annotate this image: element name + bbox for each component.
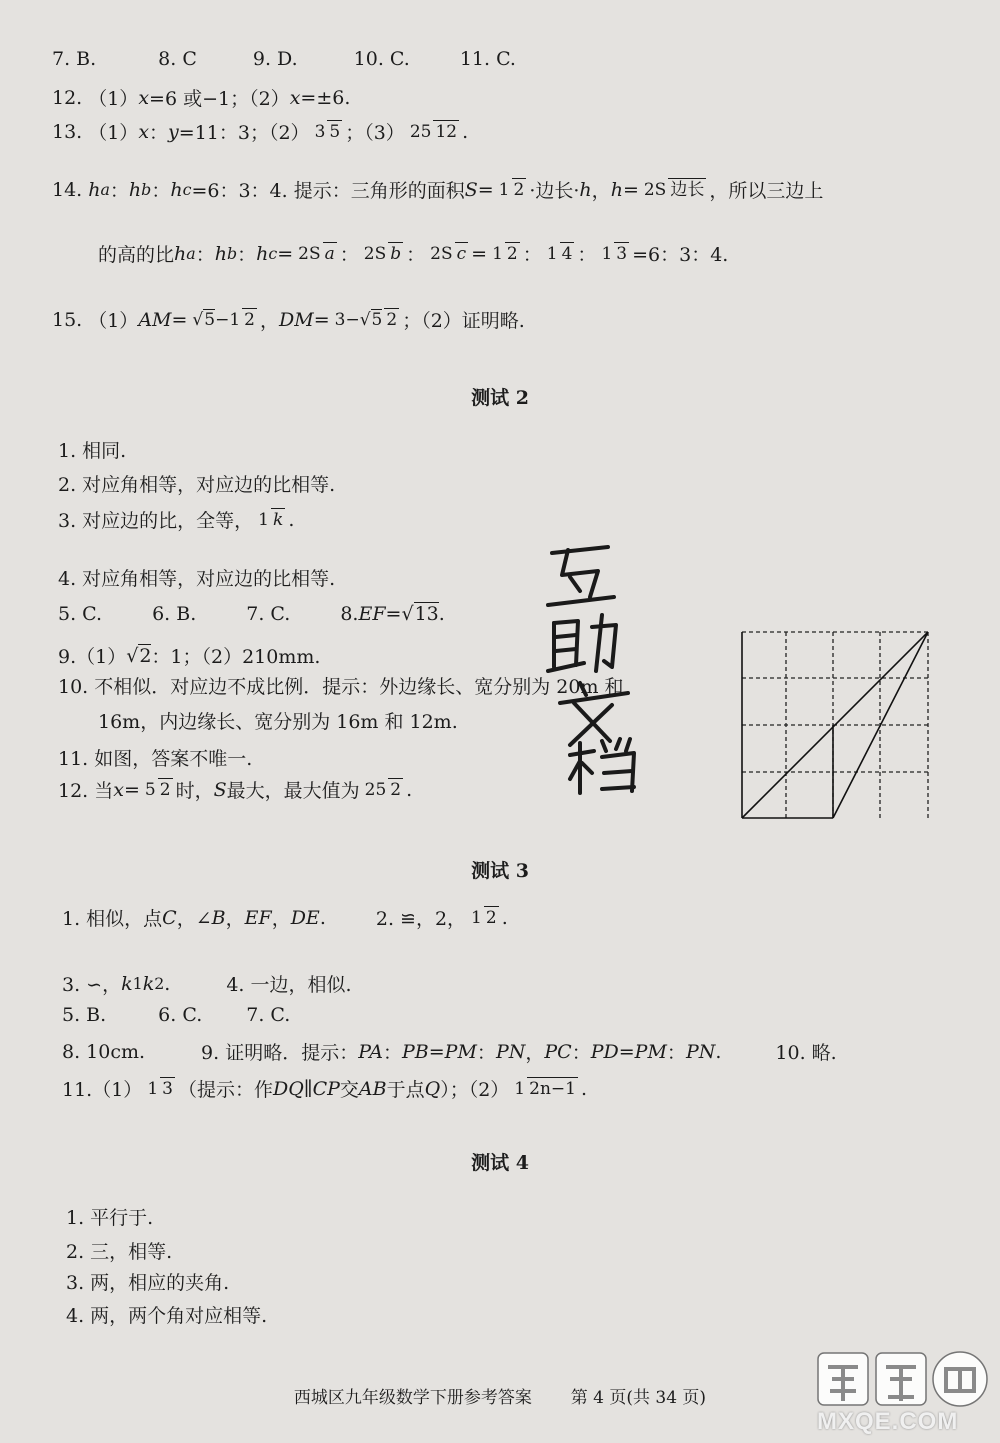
- fraction: 1 k: [258, 509, 284, 530]
- fraction: 2S 边长: [643, 179, 705, 200]
- test4-line-3: 3. 两，相应的夹角.: [66, 1272, 230, 1294]
- test3-line-1-2: 1. 相似，点 C ，∠ B ， EF ， DE . 2. ≌，2， 1 2 .: [62, 906, 508, 930]
- test3-line-8-10: 8. 10cm. 9. 证明略．提示： PA ： PB = PM ： PN ， PC ： PD = PM ： PN . 10. 略.: [62, 1040, 837, 1064]
- fraction: 1 2: [492, 243, 518, 264]
- fraction: 2S a: [298, 243, 335, 264]
- fraction: 1 4: [546, 243, 573, 264]
- answer-line-14: 14. h a ： h b ： h c =6：3：4. 提示：三角形的面积 S = 1 2 ·边长· h ， h = 2S 边长 ，所以三边上: [52, 178, 824, 202]
- fraction: 5 2: [144, 779, 171, 800]
- test2-line-3: 3. 对应边的比，全等， 1 k .: [58, 508, 295, 532]
- test2-line-12: 12. 当 x = 5 2 时， S 最大，最大值为 25 2 .: [58, 778, 413, 802]
- test3-line-11: 11.（1） 1 3 （提示：作 DQ ∥ CP 交 AB 于点 Q ）；（2） 1 2n−1 .: [62, 1077, 587, 1101]
- footer-page-number: 第 4 页(共 34 页): [570, 1388, 707, 1408]
- answer-line-14-cont: 的高的比 h a ： h b ： h c = 2S a ： 2S b ： 2S c = 1 2 ： 1 4 ： 1 3 =6：3：4.: [98, 242, 729, 266]
- test2-line-5-8: 5. C. 6. B. 7. C. 8. EF = √ 13 .: [58, 602, 445, 625]
- answer-line-7-11: 7. B. 8. C 9. D. 10. C. 11. C.: [52, 48, 516, 70]
- answer-line-13: 13. （1） x ： y =11：3；（2） 3 5 ；（3） 25 12 .: [52, 120, 469, 144]
- watermark-url: MXQE.COM: [817, 1408, 959, 1435]
- test2-line-1: 1. 相同.: [58, 440, 127, 462]
- fraction: 1 3: [147, 1078, 173, 1099]
- footer-title: 西城区九年级数学下册参考答案: [293, 1388, 532, 1408]
- test2-line-11: 11. 如图，答案不唯一.: [58, 748, 253, 770]
- test2-line-9: 9.（1） √ 2 ：1；（2）210mm.: [58, 644, 321, 668]
- test3-line-5-7: 5. B. 6. C. 7. C.: [62, 1004, 291, 1026]
- test2-line-10-cont: 16m，内边缘长、宽分别为 16m 和 12m.: [98, 711, 458, 733]
- section-heading-test-2: 测试 2: [471, 387, 529, 409]
- fraction: 1 2: [471, 907, 497, 928]
- test3-line-3-4: 3. ∽， k 1 k 2 . 4. 一边，相似.: [62, 972, 352, 996]
- answer-line-15: 15. （1） AM = √5−1 2 ， DM = 3−√5 2 ；（2）证明略.: [52, 308, 525, 332]
- test2-line-2: 2. 对应角相等，对应边的比相等.: [58, 474, 336, 496]
- test2-line-4: 4. 对应角相等，对应边的比相等.: [58, 568, 336, 590]
- grid-figure: [740, 630, 930, 820]
- fraction: 2S b: [363, 243, 402, 264]
- fraction: 25 2: [364, 779, 402, 800]
- fraction: 1 2n−1: [514, 1078, 576, 1099]
- test2-line-10: 10. 不相似．对应边不成比例．提示：外边缘长、宽分别为 20m 和: [58, 676, 624, 698]
- answer-line-12: 12. （1） x =6 或−1；（2） x =±6.: [52, 86, 351, 110]
- section-heading-test-3: 测试 3: [471, 860, 529, 882]
- test4-line-4: 4. 两，两个角对应相等.: [66, 1305, 268, 1327]
- fraction: 1 3: [601, 243, 628, 264]
- fraction: 3 5: [314, 121, 341, 142]
- test4-line-1: 1. 平行于.: [66, 1207, 154, 1229]
- fraction: 1 2: [498, 179, 525, 200]
- fraction: √5−1 2: [192, 309, 255, 330]
- fraction: 25 12: [409, 121, 458, 142]
- fraction: 2S c: [430, 243, 467, 264]
- section-heading-test-4: 测试 4: [471, 1152, 529, 1174]
- test4-line-2: 2. 三，相等.: [66, 1241, 173, 1263]
- fraction: 3−√5 2: [334, 309, 398, 330]
- handwritten-annotation: [540, 535, 660, 795]
